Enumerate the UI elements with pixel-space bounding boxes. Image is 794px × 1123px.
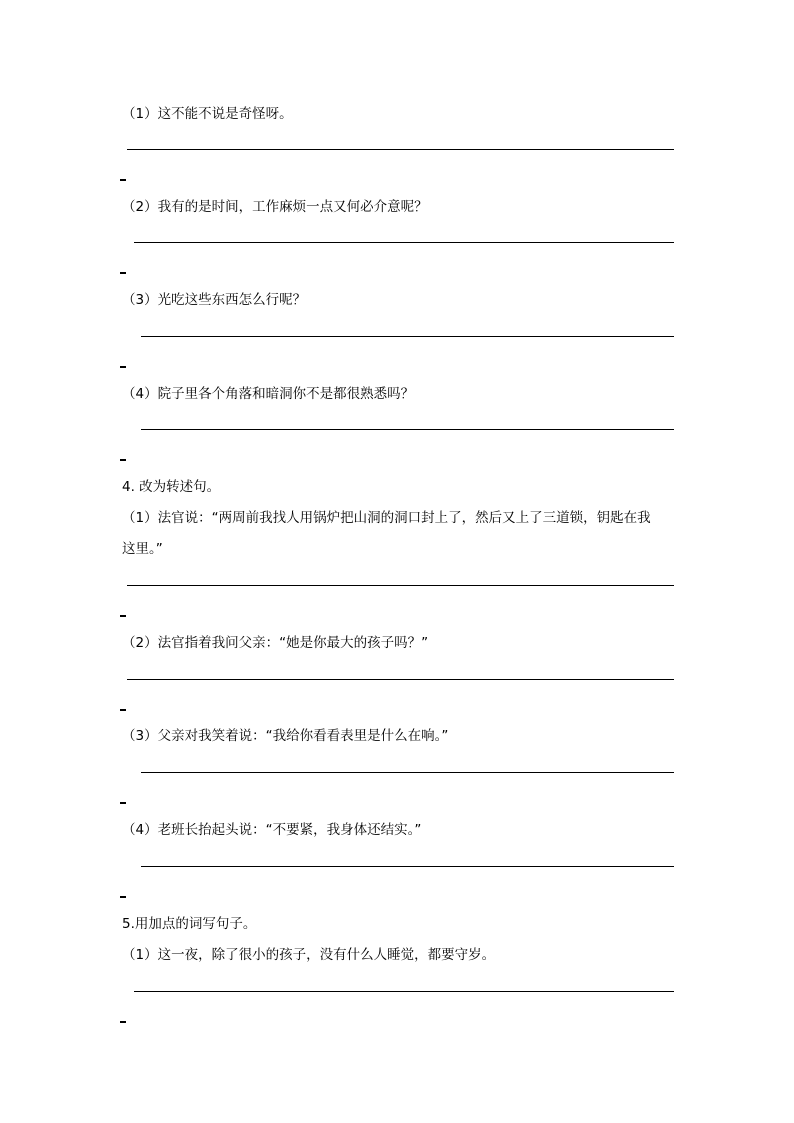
s4-item4-answer-line[interactable] bbox=[141, 866, 674, 867]
s4-item2-prompt: （2）法官指着我问父亲：“她是你最大的孩子吗？” bbox=[122, 635, 429, 651]
s5-item1-answer-line[interactable] bbox=[134, 991, 674, 992]
s4-item4-end-mark bbox=[120, 896, 126, 898]
s3-item4-answer-line[interactable] bbox=[141, 429, 674, 430]
s4-item4-prompt: （4）老班长抬起头说：“不要紧，我身体还结实。” bbox=[122, 822, 422, 838]
s3-item1-end-mark bbox=[120, 179, 126, 181]
s3-item2-answer-line[interactable] bbox=[134, 242, 674, 243]
s3-item3-answer-line[interactable] bbox=[141, 336, 674, 337]
s4-item3-end-mark bbox=[120, 802, 126, 804]
s4-heading: 4. 改为转述句。 bbox=[122, 479, 221, 495]
s5-heading: 5.用加点的词写句子。 bbox=[122, 916, 257, 932]
s3-item2-prompt: （2）我有的是时间，工作麻烦一点又何必介意呢？ bbox=[122, 199, 428, 215]
s3-item4-end-mark bbox=[120, 459, 126, 461]
s4-item3-answer-line[interactable] bbox=[141, 772, 674, 773]
s4-item2-end-mark bbox=[120, 709, 126, 711]
s3-item4-prompt: （4）院子里各个角落和暗洞你不是都很熟悉吗？ bbox=[122, 386, 415, 402]
s4-item3-prompt: （3）父亲对我笑着说：“我给你看看表里是什么在响。” bbox=[122, 728, 449, 744]
s3-item1-answer-line[interactable] bbox=[127, 149, 674, 150]
s3-item3-end-mark bbox=[120, 366, 126, 368]
s4-item1-end-mark bbox=[120, 615, 126, 617]
s3-item1-prompt: （1）这不能不说是奇怪呀。 bbox=[122, 106, 293, 122]
s3-item2-end-mark bbox=[120, 272, 126, 274]
s4-item2-answer-line[interactable] bbox=[127, 679, 674, 680]
s4-item1-prompt-line2: 这里。” bbox=[122, 541, 163, 557]
s4-item1-prompt-line1: （1）法官说：“两周前我找人用锅炉把山洞的洞口封上了，然后又上了三道锁，钥匙在我 bbox=[122, 510, 651, 526]
s3-item3-prompt: （3）光吃这些东西怎么行呢？ bbox=[122, 292, 307, 308]
s5-item1-end-mark bbox=[120, 1021, 126, 1023]
s5-item1-prompt: （1）这一夜，除了很小的孩子，没有什么人睡觉，都要守岁。 bbox=[122, 947, 496, 963]
s4-item1-answer-line[interactable] bbox=[127, 585, 674, 586]
